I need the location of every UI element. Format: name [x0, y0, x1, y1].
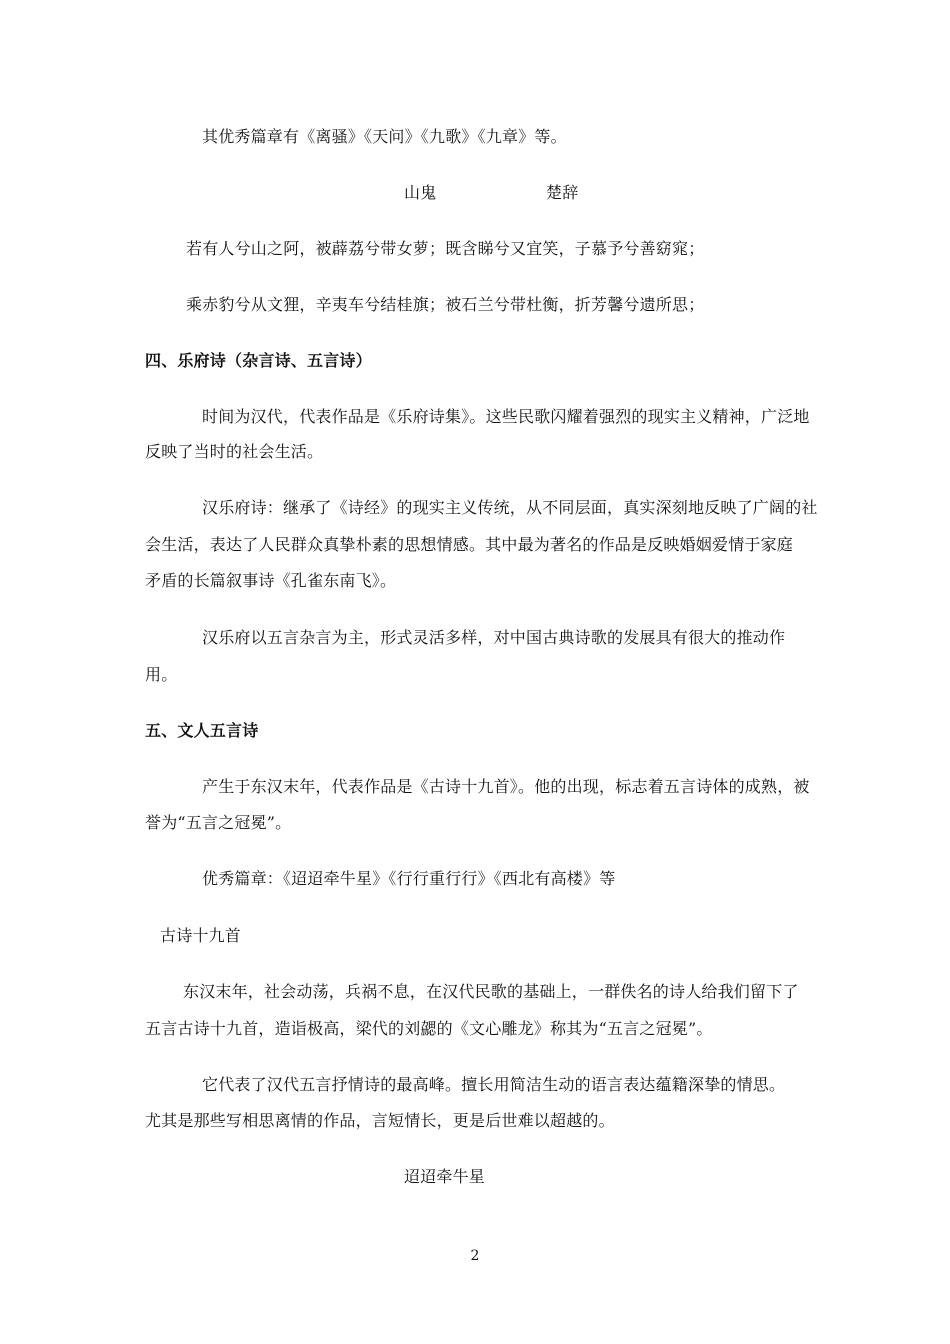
- poem-line-1: 若有人兮山之阿，被薜荔兮带女萝；既含睇兮又宜笑，子慕予兮善窈窕；: [186, 239, 705, 258]
- paragraph-gushi-2: 五言古诗十九首，造诣极高，梁代的刘勰的《文心雕龙》称其为“五言之冠冕”。: [145, 1019, 713, 1038]
- paragraph-gushi-3: 它代表了汉代五言抒情诗的最高峰。擅长用简洁生动的语言表达蕴籍深挚的情思。: [202, 1075, 786, 1094]
- paragraph-han-yuefu-2: 会生活，表达了人民群众真挚朴素的思想情感。其中最为著名的作品是反映婚姻爱情于家庭: [145, 535, 794, 554]
- paragraph-han-yuefu-form-2: 用。: [145, 665, 178, 684]
- paragraph-gushi-1: 东汉末年，社会动荡，兵祸不息，在汉代民歌的基础上，一群佚名的诗人给我们留下了: [183, 982, 799, 1001]
- section-heading-wenren: 五、文人五言诗: [145, 721, 259, 740]
- section-heading-yuefu: 四、乐府诗（杂言诗、五言诗）: [145, 351, 372, 370]
- paragraph-yuefu-intro-1: 时间为汉代，代表作品是《乐府诗集》。这些民歌闪耀着强烈的现实主义精神，广泛地: [202, 407, 810, 426]
- paragraph-yuefu-intro-2: 反映了当时的社会生活。: [145, 442, 324, 461]
- paragraph-han-yuefu-3: 矛盾的长篇叙事诗《孔雀东南飞》。: [145, 571, 397, 590]
- paragraph-han-yuefu-1: 汉乐府诗：继承了《诗经》的现实主义传统，从不同层面，真实深刻地反映了广阔的社: [202, 498, 818, 517]
- paragraph-wenren-1: 产生于东汉末年，代表作品是《古诗十九首》。他的出现，标志着五言诗体的成熟，被: [202, 777, 810, 796]
- paragraph-wenren-2: 誉为“五言之冠冕”。: [145, 813, 292, 832]
- poem-line-2: 乘赤豹兮从文狸，辛夷车兮结桂旗；被石兰兮带杜衡，折芳馨兮遗所思；: [186, 295, 705, 314]
- poem-title-shangui: 山鬼: [404, 183, 437, 202]
- paragraph-han-yuefu-form-1: 汉乐府以五言杂言为主，形式灵活多样，对中国古典诗歌的发展具有很大的推动作: [202, 628, 786, 647]
- subheading-gushi-shijiushou: 古诗十九首: [160, 926, 242, 945]
- poem-source-chuci: 楚辞: [546, 183, 579, 202]
- poem-title-tiaotiao: 迢迢牵牛星: [404, 1167, 486, 1186]
- page-number: 2: [470, 1248, 480, 1264]
- paragraph-excellent-works: 优秀篇章：《迢迢牵牛星》《行行重行行》《西北有高楼》等: [202, 869, 616, 888]
- paragraph-chuci-works: 其优秀篇章有《离骚》《天问》《九歌》《九章》等。: [202, 127, 567, 146]
- paragraph-gushi-4: 尤其是那些写相思离情的作品，言短情长，更是后世难以超越的。: [145, 1111, 615, 1130]
